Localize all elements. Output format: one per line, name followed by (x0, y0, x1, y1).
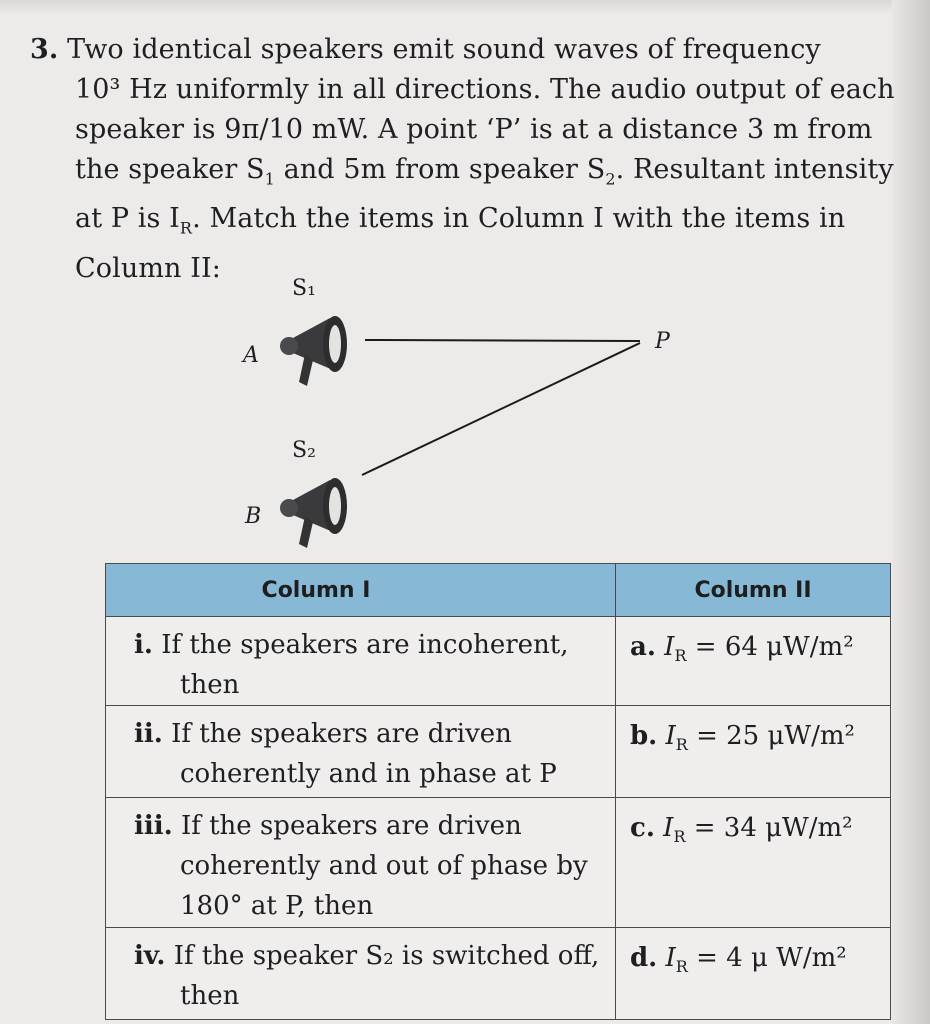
question-line-5-part-b: . Match the items in Column I with the items in (192, 203, 846, 235)
row-roman-numeral: ii. (134, 719, 163, 749)
row-letter: c. (630, 813, 655, 843)
speaker-s2-icon (280, 478, 347, 548)
intensity-subscript: R (674, 646, 687, 666)
intensity-subscript: R (675, 735, 688, 755)
column-1-cell (106, 706, 616, 798)
intensity-subscript: R (675, 957, 688, 977)
subscript-r: R (179, 218, 193, 238)
intensity-subscript: R (673, 827, 686, 847)
label-s2: S₂ (292, 438, 316, 463)
intensity-symbol: I (665, 943, 676, 973)
row-statement: If the speakers are driven coherently and in phase at P (171, 719, 557, 789)
matching-table (105, 563, 891, 1020)
column-1-cell (106, 928, 616, 1020)
line-a-to-p (365, 340, 640, 341)
row-value: = 34 μW/m² (693, 813, 853, 843)
label-s1: S₁ (292, 276, 316, 301)
row-statement: If the speakers are driven coherently and out of phase by 180° at P, then (180, 811, 588, 921)
table-row (106, 798, 891, 928)
row-value: = 64 μW/m² (694, 632, 854, 662)
speaker-s1-icon (280, 316, 347, 386)
question-text (30, 30, 895, 289)
row-roman-numeral: iii. (134, 811, 173, 841)
question-line-4-part-a: the speaker S (75, 154, 265, 185)
row-roman-numeral: iv. (134, 941, 166, 971)
label-a: A (243, 343, 259, 368)
speaker-diagram (0, 270, 930, 560)
question-line-5 (30, 199, 890, 248)
row-letter: b. (630, 721, 658, 751)
question-line-4 (30, 150, 894, 199)
question-number: 3. (30, 34, 59, 65)
column-2-cell (616, 928, 891, 1020)
column-2-cell (616, 706, 891, 798)
column-2-header: Column II (616, 564, 891, 617)
column-2-cell (616, 617, 891, 706)
line-b-to-p (362, 343, 640, 475)
question-line-2: 10³ Hz uniformly in all directions. The audio output of each (75, 74, 895, 105)
subscript-2: 2 (605, 169, 616, 189)
row-roman-numeral: i. (134, 630, 153, 660)
table-row (106, 706, 891, 798)
row-statement: If the speakers are incoherent, then (161, 630, 569, 700)
table-header-row (106, 564, 891, 617)
intensity-symbol: I (665, 721, 676, 751)
subscript-1: 1 (264, 169, 275, 189)
intensity-symbol: I (664, 632, 675, 662)
row-value: = 25 μW/m² (696, 721, 855, 751)
column-1-cell (106, 798, 616, 928)
page-fold-shadow (0, 0, 930, 14)
row-letter: d. (630, 943, 658, 973)
question-line-5-part-a: at P is I (75, 203, 180, 235)
question-line-4-part-c: . Resultant intensity (615, 154, 894, 185)
table-row (106, 928, 891, 1020)
label-p: P (655, 329, 670, 354)
table-row (106, 617, 891, 706)
row-value: = 4 μ W/m² (696, 943, 847, 973)
label-b: B (245, 504, 262, 529)
row-letter: a. (630, 632, 656, 662)
row-statement: If the speaker S₂ is switched off, then (173, 941, 600, 1011)
column-2-cell (616, 798, 891, 928)
column-1-cell (106, 617, 616, 706)
question-line-6: Column II: (75, 252, 221, 284)
column-1-header: Column I (106, 564, 616, 617)
question-line-4-part-b: and 5m from speaker S (274, 154, 606, 185)
intensity-symbol: I (663, 813, 674, 843)
question-line-1: Two identical speakers emit sound waves of frequency (67, 34, 821, 65)
question-line-3: speaker is 9π/10 mW. A point ‘P’ is at a distance 3 m from (75, 114, 873, 145)
